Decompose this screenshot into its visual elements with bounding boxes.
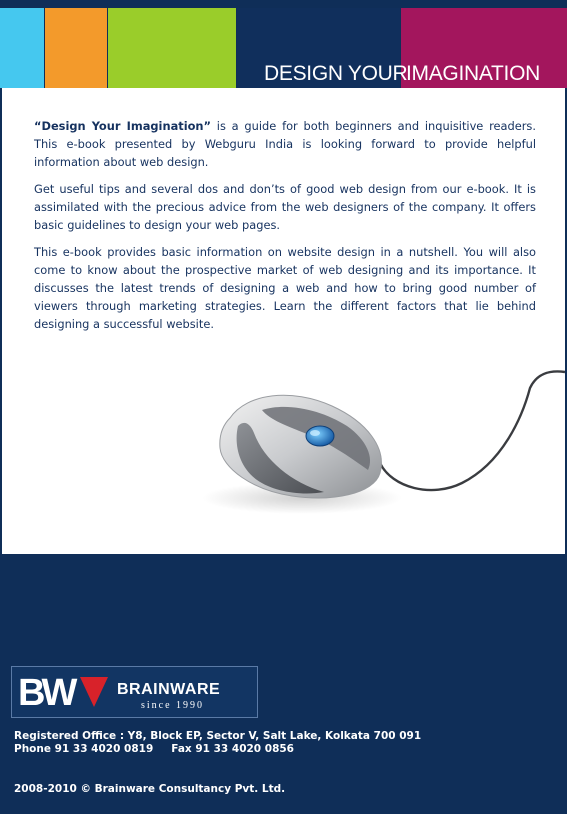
color-block-green <box>108 8 236 88</box>
brand-name: BRAINWARE <box>117 681 221 698</box>
color-block-orange <box>45 8 107 88</box>
content-panel <box>2 88 565 554</box>
contact-line <box>14 743 294 755</box>
brand-since: since 1990 <box>141 700 205 711</box>
header-banner <box>0 8 567 88</box>
paragraph-1 <box>34 117 536 171</box>
paragraph-1-text: is a guide for both beginners and inquisitive readers. This e-book presented by Webguru India is looking forward to provide helpful information about web design. <box>34 119 536 169</box>
fax-number: Fax 91 33 4020 0856 <box>171 743 294 755</box>
top-strip <box>0 0 567 8</box>
paragraph-2: Get useful tips and several dos and don’ts of good web design from our e-book. It is assimilated with the precious advice from the web designers of the company. It offers basic guidelines to design your web pages. <box>34 182 536 232</box>
brainware-logo <box>11 666 258 718</box>
color-block-cyan <box>0 8 44 88</box>
tagline-part1: DESIGN YOUR <box>264 62 408 85</box>
tagline-part2: IMAGINATION <box>406 62 540 85</box>
book-title: “Design Your Imagination” <box>34 119 212 133</box>
phone-number: Phone 91 33 4020 0819 <box>14 743 154 755</box>
registered-office: Registered Office : Y8, Block EP, Sector V, Salt Lake, Kolkata 700 091 <box>14 730 422 742</box>
copyright: 2008-2010 © Brainware Consultancy Pvt. Ltd. <box>14 783 286 795</box>
bw-monogram-text: BW <box>18 675 74 709</box>
intro-text <box>34 117 536 342</box>
bw-monogram-icon <box>18 675 113 709</box>
tagline <box>264 62 540 86</box>
paragraph-3: This e-book provides basic information on website design in a nutshell. You will also come to know about the prospective market of web designing and its importance. It discusses the latest trends of designing a web and how to bring good number of viewers through marketing strategies. Learn the different factors that lie behind designing a successful website. <box>34 245 536 331</box>
